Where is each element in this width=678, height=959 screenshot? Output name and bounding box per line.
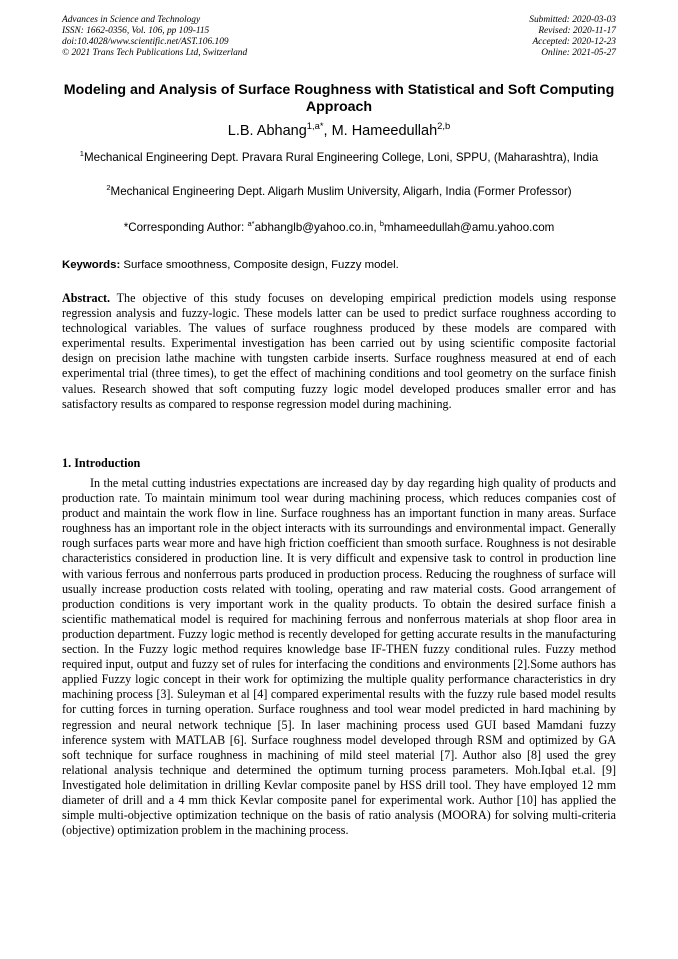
author-separator: ,: [323, 123, 332, 139]
date-submitted: Submitted: 2020-03-03: [529, 15, 616, 25]
email-2[interactable]: mhameedullah@amu.yahoo.com: [384, 221, 555, 234]
affiliation-1-marker: 1: [79, 149, 84, 159]
author-1: L.B. Abhang: [227, 123, 307, 139]
journal-header-right: [529, 15, 616, 59]
author-1-marker: 1,a*: [306, 120, 324, 132]
corresponding-label: *Corresponding Author:: [123, 221, 248, 234]
abstract: [62, 291, 616, 412]
affiliation-1: [62, 151, 616, 165]
affiliation-1-text: Mechanical Engineering Dept. Pravara Rural Engineering College, Loni, SPPU, (Maharashtra), India: [83, 151, 599, 164]
keywords: [62, 258, 616, 272]
keywords-text: Surface smoothness, Composite design, Fuzzy model.: [120, 259, 399, 271]
affiliation-2: [62, 185, 616, 199]
email-1[interactable]: abhanglb@yahoo.co.in,: [254, 221, 380, 234]
affiliation-2-marker: 2: [106, 183, 111, 193]
email-1-marker: a*: [247, 219, 255, 229]
date-online: Online: 2021-05-27: [541, 48, 616, 58]
abstract-text: The objective of this study focuses on developing empirical prediction models using response regression analysis and fuzzy-logic. These models latter can be used to predict surface roughness according to technological variables. The values of surface roughness produced by these models are compared with experimental results. Experimental investigation has been carried out by using scientific composite factorial design on precision lathe machine with tungsten carbide inserts. Surface roughness measured at end of each experimental trial (three times), to get the effect of machining conditions and tool geometry on the surface finish values. Research showed that soft computing fuzzy logic model developed produces smaller error and has satisfactory results as compared to response regression model during machining.: [62, 291, 616, 411]
author-2-marker: 2,b: [437, 120, 451, 132]
abstract-label: Abstract.: [62, 291, 111, 305]
date-accepted: Accepted: 2020-12-23: [532, 37, 616, 47]
corresponding-author: [62, 221, 616, 235]
keywords-label: Keywords:: [62, 259, 121, 271]
journal-issn: ISSN: 1662-0356, Vol. 106, pp 109-115: [62, 26, 210, 36]
section-heading-introduction: 1. Introduction: [62, 456, 141, 470]
email-2-marker: b: [379, 219, 384, 229]
author-list: [62, 122, 616, 140]
author-2: M. Hameedullah: [331, 123, 438, 139]
journal-doi: doi:10.4028/www.scientific.net/AST.106.109: [62, 37, 229, 47]
date-revised: Revised: 2020-11-17: [538, 26, 616, 36]
journal-name: Advances in Science and Technology: [62, 15, 201, 25]
introduction-paragraph: In the metal cutting industries expectations are increased day by day regarding high quality of products and production rate. To maintain minimum tool wear during machining process, which reduces companies cost of product and maintain the work flow in line. Surface roughness has an important function in many areas. Surface roughness has an important role in the object interacts with its surroundings and environmental impact. Generally rough surfaces parts wear more and have high friction coefficient than smooth surface. Roughness is not desirable characteristics considered in production line. It is very difficult and expensive task to control in production line with various ferrous and nonferrous parts produced in production process. Reducing the roughness of surface will usually increase production costs related with tooling, operating and raw material costs. Good arrangement of production conditions is very important work in the quality products. To obtain the desired surface finish a scientific mathematical model is required for machining ferrous and nonferrous materials at shop floor area in production department. Fuzzy logic method is recently developed for getting accurate results in the manufacturing section. In the Fuzzy logic method requires knowledge base IF-THEN fuzzy conditional rules. Fuzzy method required input, output and fuzzy set of rules for interfacing the conditions and environments [2].Some authors has applied Fuzzy logic concept in their work for optimizing the multiple quality performance characteristics in dry machining process [3]. Suleyman et al [4] compared experimental results with the fuzzy rule based model results for cutting forces in turning operation. Surface roughness and tool wear model predicted in hard machining by regression and neural network technique [5]. In laser machining process used GUI based Mamdani fuzzy inference system with MATLAB [6]. Surface roughness model developed through RSM and optimized by GA soft technique for surface roughness in machining of mild steel material [7]. Author also [8] used the grey relational analysis technique and determined the optimum turning process parameters. Moh.Iqbal et.al. [9] Investigated hole delimitation in drilling Kevlar composite panel by HSS drill tool. They have employed 12 mm diameter of drill and a 4 mm thick Kevlar composite panel for experimental work. Author [10] has applied the simple multi-objective optimization technique on the basis of ratio analysis (MOORA) for solving multi-criteria (objective) optimization problem in the machining process.: [62, 476, 616, 838]
affiliation-2-text: Mechanical Engineering Dept. Aligarh Muslim University, Aligarh, India (Former Professor): [110, 185, 572, 198]
journal-copyright: © 2021 Trans Tech Publications Ltd, Switzerland: [62, 48, 248, 58]
paper-title: Modeling and Analysis of Surface Roughness with Statistical and Soft Computing Approach: [63, 82, 615, 115]
journal-header-left: [62, 15, 247, 59]
